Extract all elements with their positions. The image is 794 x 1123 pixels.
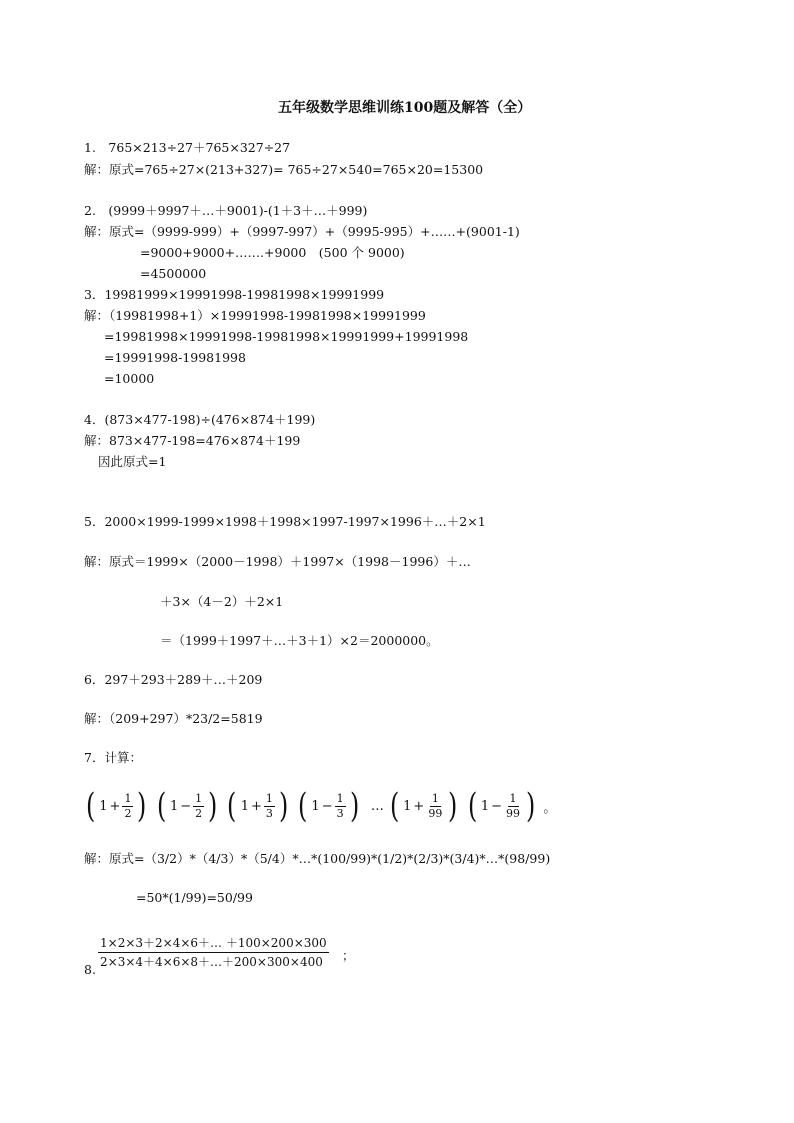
q8-end: ； — [342, 948, 355, 963]
q7-factor — [388, 786, 460, 826]
left-paren: ( — [227, 786, 237, 826]
text-line-p2-a3: =4500000 — [140, 266, 207, 281]
q7-op: + — [250, 798, 262, 814]
q7-op: − — [321, 798, 333, 814]
text-line-p6-q: 6．297＋293＋289＋…＋209 — [84, 672, 263, 687]
q7-op: − — [180, 798, 192, 814]
q7-num: 1 — [509, 791, 517, 805]
right-paren: ) — [526, 786, 536, 826]
q7-factor — [225, 786, 290, 826]
q7-factor — [296, 786, 361, 826]
q7-den: 2 — [124, 806, 132, 820]
text-line-p4-q: 4．(873×477-198)÷(476×874＋199) — [84, 412, 316, 427]
right-paren: ) — [448, 786, 458, 826]
left-paren: ( — [156, 786, 166, 826]
q7-ellipsis: … — [370, 798, 384, 814]
q7-den: 2 — [195, 806, 203, 820]
q7-num: 1 — [265, 791, 273, 805]
q7-fraction — [122, 792, 133, 821]
q7-op: + — [413, 798, 425, 814]
q7-num: 1 — [336, 791, 344, 805]
q8-numerator: 1×2×3＋2×4×6＋… ＋100×200×300 — [98, 934, 329, 953]
right-paren: ) — [137, 786, 147, 826]
text-line-p7-q: 7．计算： — [84, 750, 142, 765]
q7-den: 3 — [265, 806, 273, 820]
right-paren: ) — [208, 786, 218, 826]
q7-fraction — [264, 792, 275, 821]
left-paren: ( — [467, 786, 477, 826]
q7-fraction — [504, 792, 522, 821]
text-line-p4-a2: 因此原式=1 — [98, 454, 167, 469]
right-paren: ) — [278, 786, 289, 826]
q7-fraction — [193, 792, 204, 821]
left-paren: ( — [389, 786, 400, 826]
q7-one: 1 — [169, 798, 179, 814]
q7-one: 1 — [403, 798, 412, 814]
q8-fraction — [98, 934, 329, 971]
text-line-p1-q: 1. 765×213÷27＋765×327÷27 — [84, 140, 291, 155]
text-line-p2-a1: 解：原式=（9999-999）+（9997-997）+（9995-995）+……+(9001-1) — [84, 224, 520, 239]
q7-op: + — [109, 798, 121, 814]
text-line-p7-a1: 解：原式=（3/2）*（4/3）*（5/4）*…*(100/99)*(1/2)*(2/3)*(3/4)*…*(98/99) — [84, 851, 551, 866]
text-line-p4-a1: 解：873×477-198=476×874＋199 — [84, 433, 301, 448]
text-line-p8-label: 8. — [84, 962, 96, 977]
q7-fraction — [335, 792, 346, 821]
q7-one: 1 — [99, 798, 108, 814]
left-paren: ( — [85, 786, 96, 826]
q7-one: 1 — [311, 798, 320, 814]
q7-den: 3 — [336, 806, 344, 820]
q7-num: 1 — [124, 791, 132, 805]
q7-num: 1 — [431, 791, 439, 805]
q7-den: 99 — [428, 806, 443, 820]
text-line-p2-a2: =9000+9000+…….+9000 (500 个 9000) — [140, 245, 405, 260]
text-line-p5-a2: ＋3×（4－2）＋2×1 — [160, 594, 284, 609]
q7-one: 1 — [480, 798, 490, 814]
text-line-p3-a4: =10000 — [104, 371, 155, 386]
q7-den: 99 — [506, 806, 521, 820]
q7-op: − — [491, 798, 503, 814]
q7-one: 1 — [240, 798, 249, 814]
q7-factor — [84, 786, 149, 826]
text-line-p3-a1: 解：（19981998+1）×19991998-19981998×19991999 — [84, 308, 426, 323]
text-line-p6-a: 解：（209+297）*23/2=5819 — [84, 711, 263, 726]
text-line-p3-a3: =19991998-19981998 — [104, 350, 246, 365]
text-line-p5-q: 5．2000×1999-1999×1998＋1998×1997-1997×1996＋…＋2×1 — [84, 514, 486, 529]
text-line-p3-q: 3．19981999×19991998-19981998×19991999 — [84, 287, 385, 302]
text-line-p1-a: 解：原式=765÷27×(213+327)= 765÷27×540=765×20=15300 — [84, 162, 484, 177]
text-line-p3-a2: =19981998×19991998-19981998×19991999+19991998 — [104, 329, 469, 344]
q7-end: 。 — [543, 800, 557, 816]
q8-denominator: 2×3×4＋4×6×8＋…＋200×300×400 — [100, 955, 323, 969]
left-paren: ( — [298, 786, 308, 826]
text-line-p5-a3: ＝（1999＋1997＋…＋3＋1）×2＝2000000。 — [160, 633, 439, 648]
text-line-p7-a2: =50*(1/99)=50/99 — [136, 890, 253, 905]
q7-factor — [155, 786, 220, 826]
q7-num: 1 — [195, 791, 203, 805]
page-title: 五年级数学思维训练100题及解答（全） — [278, 100, 532, 116]
q7-fraction — [426, 792, 444, 821]
q7-expression — [84, 784, 556, 828]
text-line-p2-q: 2. (9999＋9997＋…＋9001)-(1＋3＋…＋999) — [84, 203, 368, 218]
right-paren: ) — [349, 786, 359, 826]
text-line-p5-a1: 解：原式＝1999×（2000－1998）＋1997×（1998－1996）＋… — [84, 554, 471, 569]
q7-factor — [466, 786, 538, 826]
